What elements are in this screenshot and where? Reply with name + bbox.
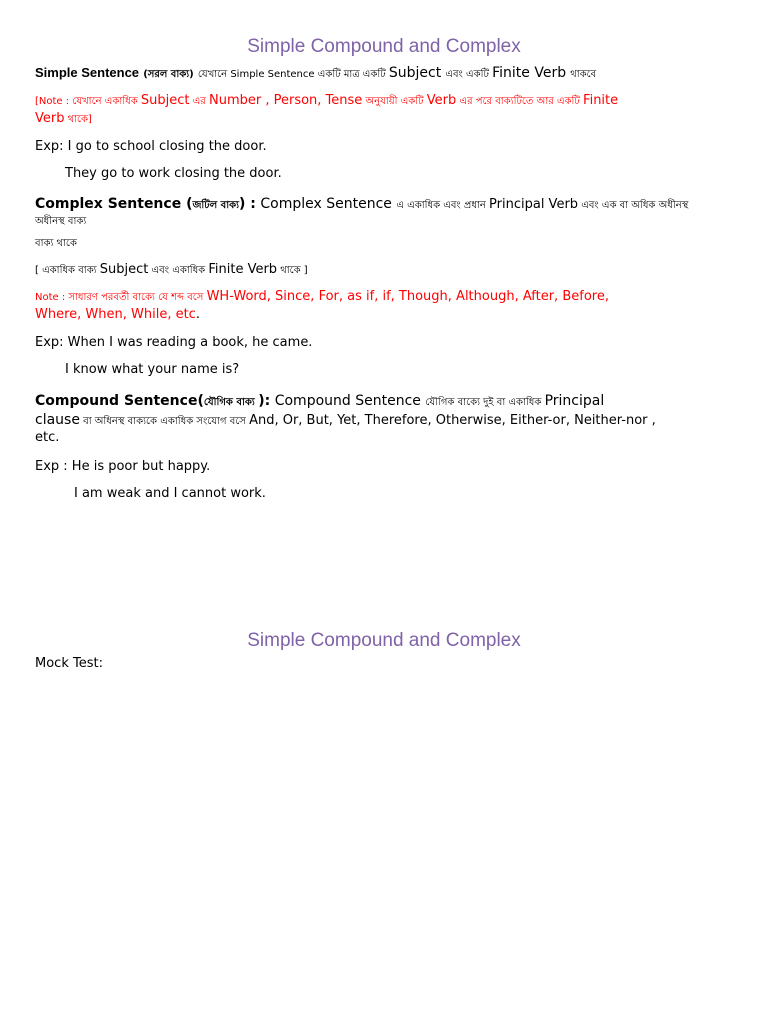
complex-note-line-2: Where, When, While, etc. [35,307,200,322]
section-title: Simple Compound and Complex [247,36,521,57]
complex-definition-line-2: বাক্য থাকে [35,238,77,249]
compound-definition-line-2: clause বা অধিনস্থ বাক্যকে একাধিক সংযোগ বসে And, Or, But, Yet, Therefore, Otherwise, Either-or, Neither-nor , [35,412,656,428]
simple-note-line-1: [Note : যেখানে একাধিক Subject এর Number , Person, Tense অনুযায়ী একটি Verb এর পরে বাক্যটিতে আর একটি Finite [35,93,619,108]
compound-example-2: I am weak and I cannot work. [74,486,266,501]
simple-sentence-heading: Simple Sentence [35,65,140,80]
complex-note-line-1: Note : সাধারণ পরবর্তী বাক্যে যে শব্দ বসে WH-Word, Since, For, as if, if, Though, Although, After, Before, [35,289,609,304]
section-2-title: Simple Compound and Complex [247,630,521,651]
compound-definition-line-3: etc. [35,430,60,445]
complex-sentence-heading: Complex Sentence ( [35,196,193,212]
compound-sentence-heading: Compound Sentence( [35,393,204,409]
complex-example-2: I know what your name is? [65,362,240,377]
complex-bracket-note: [ একাধিক বাক্য Subject এবং একাধিক Finite Verb থাকে ] [35,262,308,277]
compound-sentence-definition: Compound Sentence(যৌগিক বাক্য ): Compound Sentence যৌগিক বাক্যে দুই বা একাধিক Principal [35,393,605,409]
complex-definition-cont: অধীনস্থ বাক্য [35,216,87,227]
simple-sentence-definition: Simple Sentence (সরল বাক্য) যেখানে Simple Sentence একটি মাত্র একটি Subject এবং একটি Finite Verb থাকবে [35,65,597,81]
simple-note-line-2: Verb থাকে] [35,111,92,126]
simple-example-1: Exp: I go to school closing the door. [35,139,267,154]
complex-sentence-definition: Complex Sentence (জটিল বাক্য) : Complex Sentence এ একাধিক এবং প্রধান Principal Verb এবং এক বা অধিক অধীনস্থ [35,196,689,212]
simple-example-2: They go to work closing the door. [65,166,282,181]
compound-example-1: Exp : He is poor but happy. [35,459,211,474]
complex-example-1: Exp: When I was reading a book, he came. [35,335,313,350]
mock-test-label: Mock Test: [35,656,103,671]
